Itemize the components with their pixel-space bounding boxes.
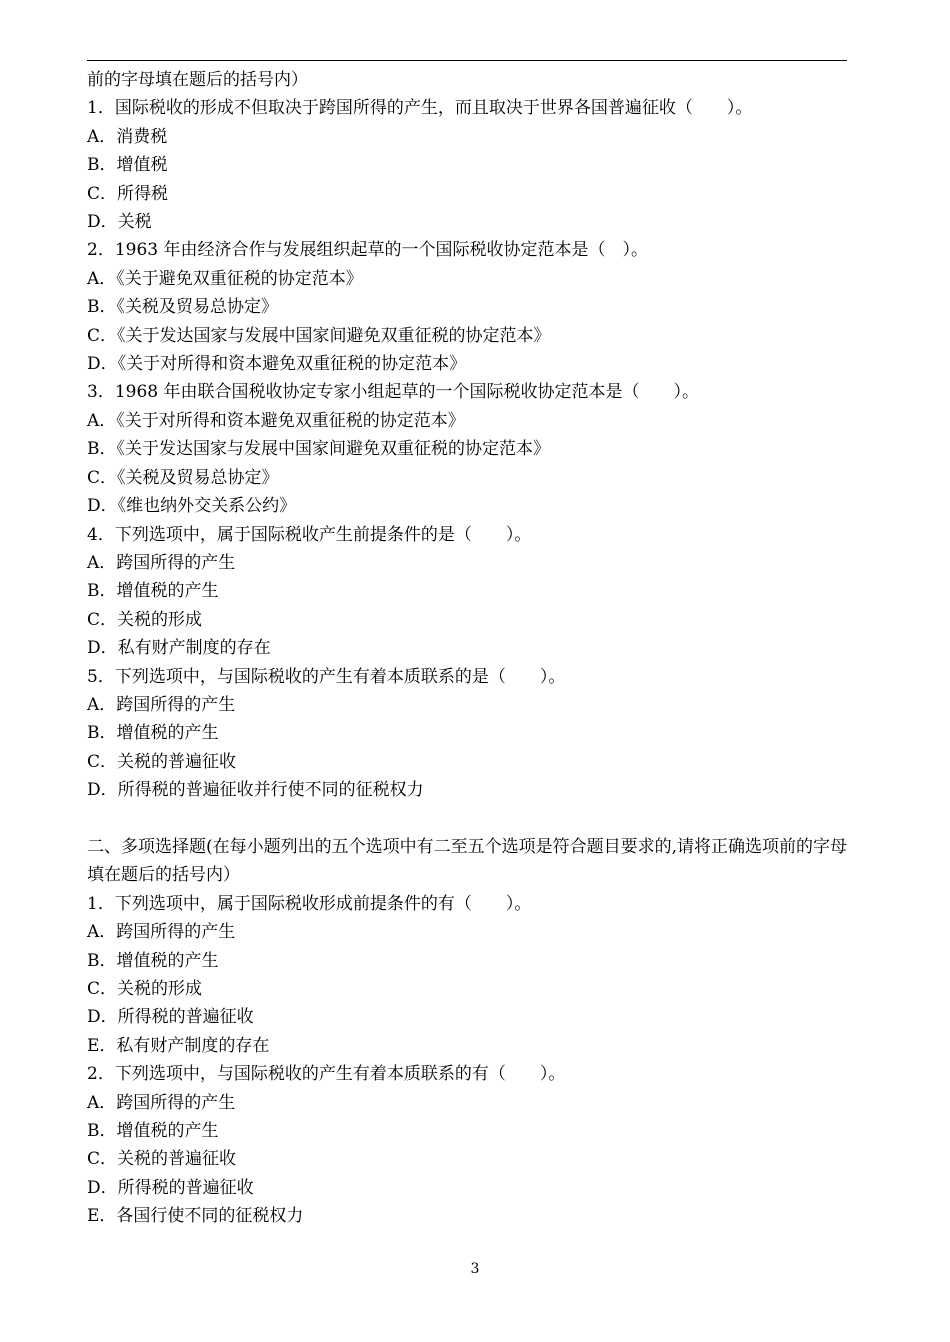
answer-option: D．所得税的普遍征收并行使不同的征税权力 [87,780,424,801]
question-stem: 5．下列选项中，与国际税收的产生有着本质联系的是（ ）。 [87,666,566,687]
answer-option: C．关税的形成 [87,978,203,999]
answer-option: C．《关税及贸易总协定》 [87,467,279,488]
answer-option: C．《关于发达国家与发展中国家间避免双重征税的协定范本》 [87,325,551,346]
answer-option: B．《关税及贸易总协定》 [87,297,278,318]
answer-option: B．增值税的产生 [87,723,219,744]
answer-option: B．增值税的产生 [87,950,219,971]
section-gap [87,805,849,833]
question-stem: 4．下列选项中，属于国际税收产生前提条件的是（ ）。 [87,524,532,545]
question-stem: 2．下列选项中，与国际税收的产生有着本质联系的有（ ）。 [87,1064,566,1085]
question-stem: 3．1968 年由联合国税收协定专家小组起草的一个国际税收协定范本是（ ）。 [87,382,699,403]
answer-option: B．增值税 [87,155,168,176]
intro-line: 前的字母填在题后的括号内） [87,70,308,90]
answer-option: A．消费税 [87,126,168,147]
answer-option: B．《关于发达国家与发展中国家间避免双重征税的协定范本》 [87,439,550,460]
single-choice-list [87,94,849,804]
answer-option: D．所得税的普遍征收 [87,1177,254,1198]
answer-option: D．《关于对所得和资本避免双重征税的协定范本》 [87,354,467,375]
answer-option: B．增值税的产生 [87,1121,219,1142]
answer-option: C．所得税 [87,183,169,204]
answer-option: E．私有财产制度的存在 [87,1035,270,1056]
answer-option: D．关税 [87,212,152,233]
answer-option: A．跨国所得的产生 [87,922,236,943]
multi-choice-heading: 二、多项选择题(在每小题列出的五个选项中有二至五个选项是符合题目要求的,请将正确选项前的字母填在题后的括号内） [87,836,848,886]
question-stem: 1．下列选项中，属于国际税收形成前提条件的有（ ）。 [87,893,532,914]
answer-option: A．《关于对所得和资本避免双重征税的协定范本》 [87,410,465,431]
answer-option: A．跨国所得的产生 [87,694,236,715]
answer-option: A．《关于避免双重征税的协定范本》 [87,268,363,289]
header-rule [87,60,847,61]
answer-option: C．关税的形成 [87,609,203,630]
answer-option: D．《维也纳外交关系公约》 [87,496,297,517]
multi-choice-list [87,890,849,1231]
page-number: 3 [470,1261,480,1277]
answer-option: A．跨国所得的产生 [87,552,236,573]
document-body [87,66,849,1231]
answer-option: D．所得税的普遍征收 [87,1007,254,1028]
answer-option: E．各国行使不同的征税权力 [87,1206,304,1227]
answer-option: C．关税的普遍征收 [87,1149,237,1170]
answer-option: B．增值税的产生 [87,581,219,602]
answer-option: C．关税的普遍征收 [87,751,237,772]
question-stem: 1．国际税收的形成不但取决于跨国所得的产生，而且取决于世界各国普遍征收（ ）。 [87,98,753,119]
answer-option: D．私有财产制度的存在 [87,638,271,659]
question-stem: 2．1963 年由经济合作与发展组织起草的一个国际税收协定范本是（ ）。 [87,240,648,261]
answer-option: A．跨国所得的产生 [87,1092,236,1113]
